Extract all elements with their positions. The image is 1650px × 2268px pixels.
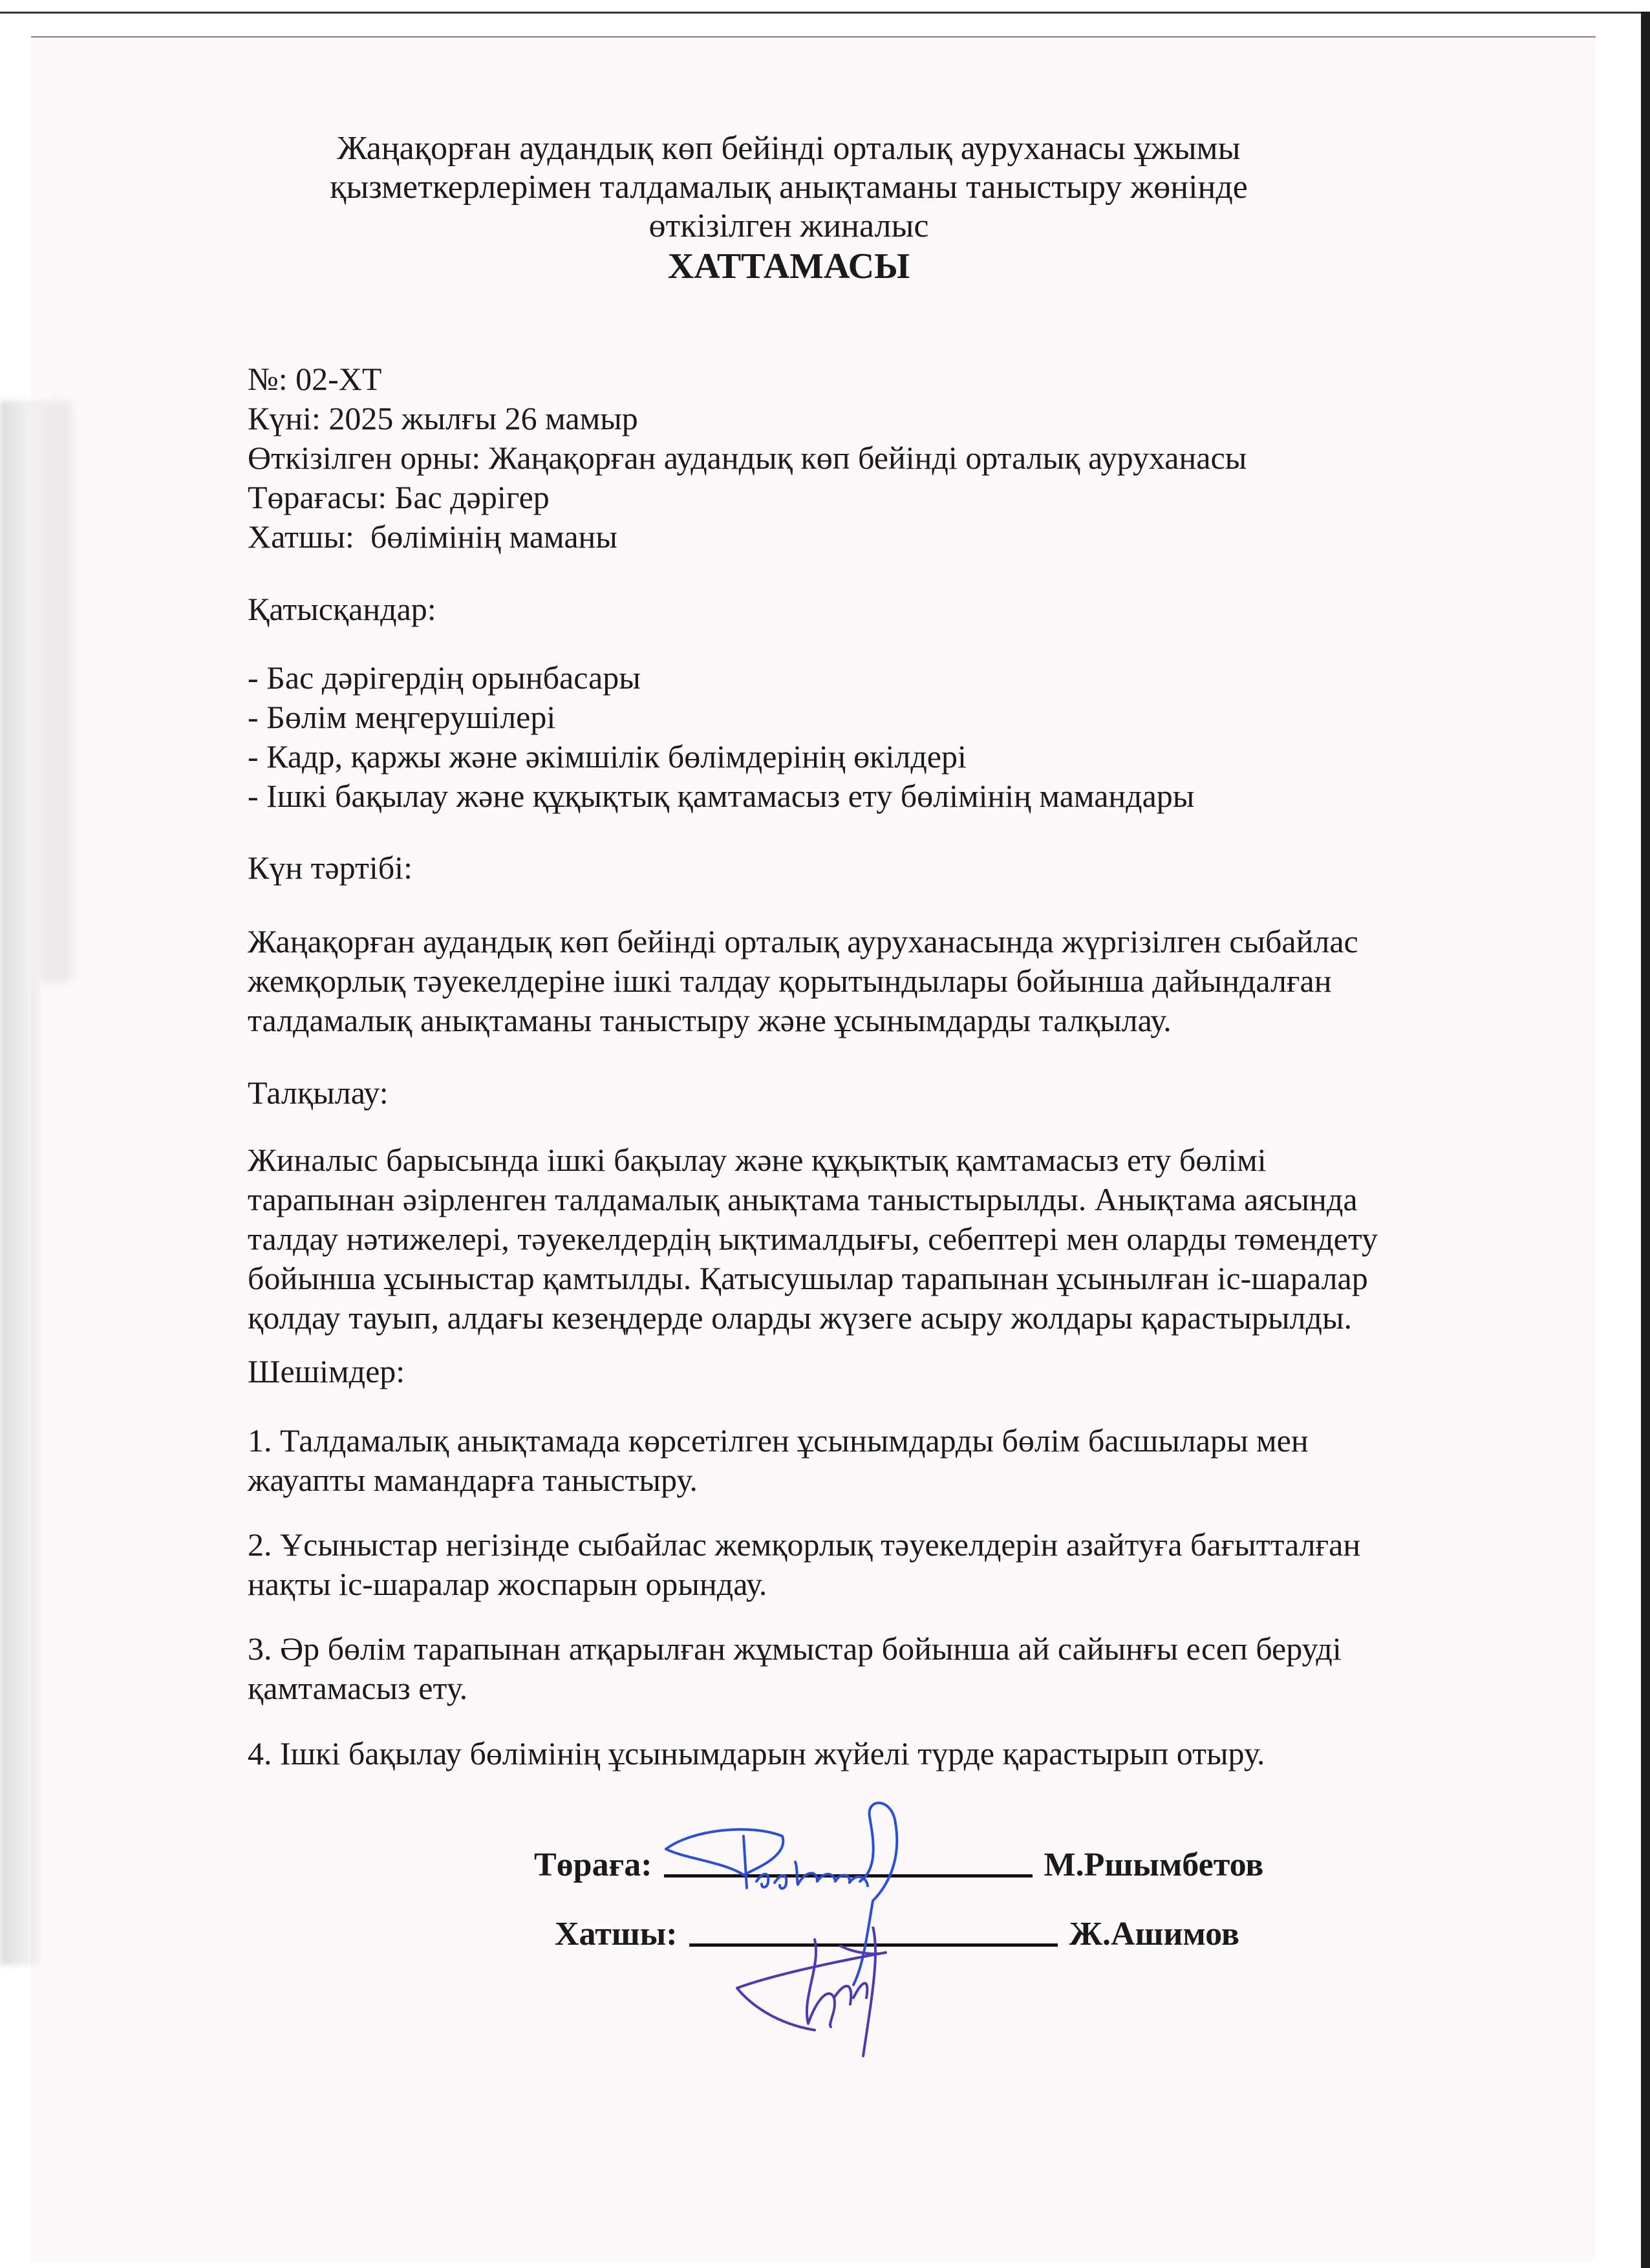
- paragraph-line: Жаңақорған аудандық көп бейінді орталық ауруханасында жүргізілген сыбайлас: [248, 923, 1358, 959]
- decision-line: 3. Әр бөлім тарапынан атқарылған жұмыстар бойынша ай сайынғы есеп беруді: [248, 1631, 1342, 1667]
- meeting-date: Күні: 2025 жылғы 26 мамыр: [248, 400, 638, 436]
- paragraph-line: бойынша ұсыныстар қамтылды. Қатысушылар тарапынан ұсынылған іс-шаралар: [248, 1260, 1368, 1296]
- decision-item-4: [248, 1734, 1508, 1773]
- document-header: [259, 129, 1319, 323]
- chair-name: М.Ршымбетов: [1044, 1846, 1264, 1883]
- secretary-name: Ж.Ашимов: [1069, 1916, 1239, 1952]
- section-heading: Шешімдер:: [248, 1353, 405, 1389]
- secretary-label: Хатшы:: [555, 1916, 678, 1952]
- paragraph-line: жемқорлық тәуекелдеріне ішкі талдау қорытындылары бойынша дайындалған: [248, 963, 1332, 999]
- paragraph-line: Жиналыс барысында ішкі бақылау және құқықтық қамтамасыз ету бөлімі: [248, 1142, 1267, 1178]
- secretary-handwritten-signature: [724, 1927, 983, 2062]
- scan-smudge: [0, 401, 40, 1965]
- participants-list: [248, 658, 1508, 816]
- list-item: - Кадр, қаржы және әкімшілік бөлімдерінің өкілдері: [248, 738, 967, 775]
- paragraph-line: тарапынан әзірленген талдамалық анықтама таныстырылды. Анықтама аясында: [248, 1181, 1358, 1217]
- decision-line: 1. Талдамалық анықтамада көрсетілген ұсынымдарды бөлім басшылары мен: [248, 1422, 1309, 1459]
- scan-edge-top: [0, 12, 1650, 14]
- section-heading: Талқылау:: [248, 1075, 389, 1111]
- discussion-paragraph: [248, 1140, 1508, 1338]
- paragraph-line: талдау нәтижелері, тәуекелдердің ықтималдығы, себептері мен оларды төмендету: [248, 1221, 1378, 1257]
- header-line: Жаңақорған аудандық көп бейінді орталық ауруханасы ұжымы: [337, 130, 1241, 167]
- participants-label-block: [248, 590, 1508, 629]
- paragraph-line: талдамалық анықтаманы таныстыру және ұсынымдарды талқылау.: [248, 1002, 1172, 1038]
- protocol-number: №: 02-ХТ: [248, 361, 382, 397]
- decision-line: нақты іс-шаралар жоспарын орындау.: [248, 1566, 767, 1602]
- list-item: - Бас дәрігердің орынбасары: [248, 659, 641, 696]
- decision-line: 2. Ұсыныстар негізінде сыбайлас жемқорлық тәуекелдерін азайтуға бағытталған: [248, 1526, 1361, 1563]
- decision-item-2: [248, 1525, 1508, 1604]
- header-line: қызметкерлерімен талдамалық анықтаманы таныстыру жөнінде: [330, 169, 1248, 206]
- decision-line: 4. Ішкі бақылау бөлімінің ұсынымдарын жүйелі түрде қарастырып отыру.: [248, 1735, 1265, 1771]
- document-title: ХАТТАМАСЫ: [667, 246, 910, 286]
- chair-label: Төраға:: [534, 1846, 652, 1883]
- paragraph-line: қолдау тауып, алдағы кезеңдерде оларды жүзеге асыру жолдары қарастырылды.: [248, 1300, 1353, 1336]
- agenda-label-block: [248, 848, 1508, 888]
- scan-smudge: [40, 401, 72, 983]
- agenda-paragraph: [248, 922, 1508, 1040]
- decision-item-3: [248, 1629, 1508, 1708]
- decision-line: қамтамасыз ету.: [248, 1670, 468, 1706]
- meta-block: [248, 359, 1508, 557]
- decision-item-1: [248, 1421, 1508, 1500]
- section-heading: Күн тәртібі:: [248, 850, 412, 886]
- list-item: - Ішкі бақылау және құқықтық қамтамасыз ету бөлімінің мамандары: [248, 778, 1195, 814]
- meeting-chair: Төрағасы: Бас дәрігер: [248, 479, 550, 515]
- meeting-secretary: Хатшы: бөлімінің маманы: [248, 519, 617, 555]
- meeting-venue: Өткізілген орны: Жаңақорған аудандық көп бейінді орталық ауруханасы: [248, 440, 1247, 476]
- scan-edge-right: [1641, 12, 1650, 2268]
- header-line: өткізілген жиналыс: [648, 208, 929, 244]
- list-item: - Бөлім меңгерушілері: [248, 699, 556, 735]
- decisions-label-block: [248, 1352, 1508, 1391]
- discussion-label-block: [248, 1073, 1508, 1113]
- decision-line: жауапты мамандарға таныстыру.: [248, 1462, 698, 1498]
- section-heading: Қатысқандар:: [248, 591, 436, 627]
